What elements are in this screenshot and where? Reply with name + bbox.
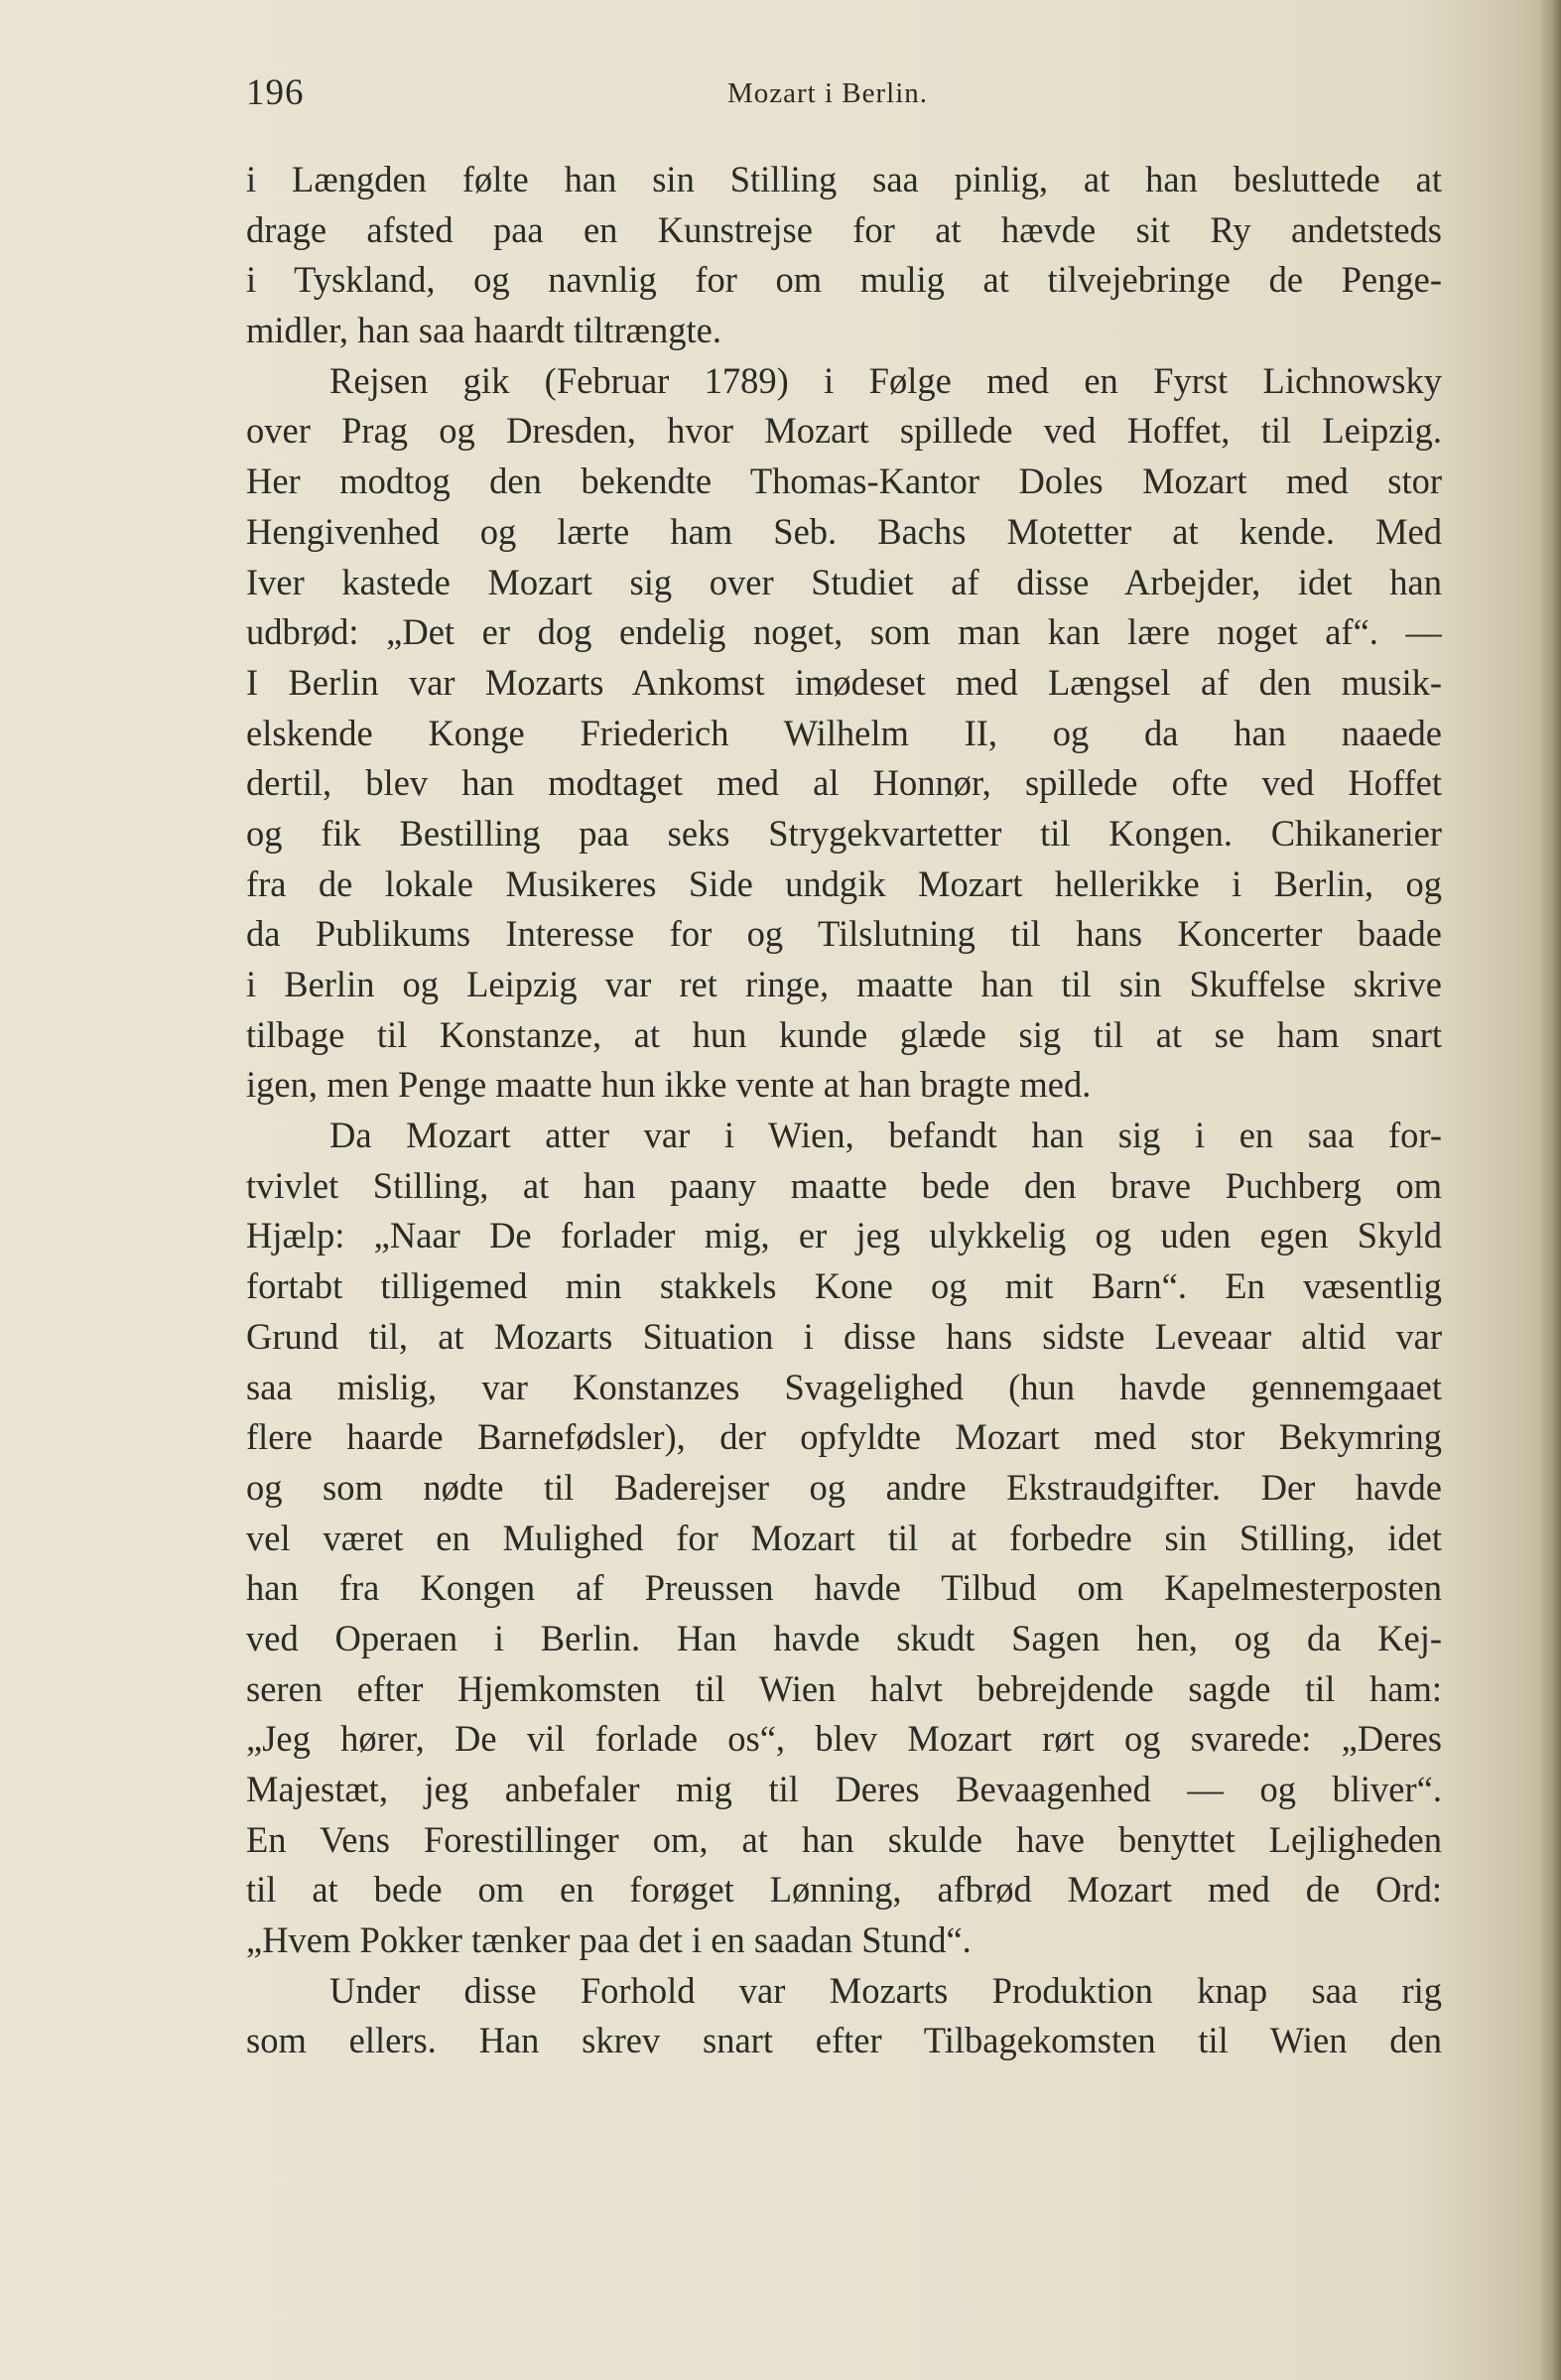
text-line: „Jeg hører, De vil forlade os“, blev Mozart rørt og svarede: „Deres: [246, 1718, 1442, 1760]
text-line: og fik Bestilling paa seks Strygekvartetter til Kongen. Chikanerier: [246, 812, 1442, 854]
text-line: I Berlin var Mozarts Ankomst imødeset med Længsel af den musik-: [246, 661, 1442, 703]
text-line: fortabt tilligemed min stakkels Kone og mit Barn“. En væsentlig: [246, 1265, 1442, 1307]
text-line: elskende Konge Friederich Wilhelm II, og da han naaede: [246, 712, 1442, 753]
text-line: han fra Kongen af Preussen havde Tilbud om Kapelmesterposten: [246, 1567, 1442, 1609]
text-line: Majestæt, jeg anbefaler mig til Deres Bevaagenhed — og bliver“.: [246, 1769, 1442, 1809]
text-line: i Berlin og Leipzig var ret ringe, maatte han til sin Skuffelse skrive: [246, 964, 1442, 1004]
text-line: som ellers. Han skrev snart efter Tilbagekomsten til Wien den: [246, 2020, 1442, 2061]
text-line: i Tyskland, og navnlig for om mulig at tilvejebringe de Penge-: [246, 259, 1442, 301]
text-line: Hengivenhed og lærte ham Seb. Bachs Motetter at kende. Med: [246, 510, 1442, 552]
text-line: saa mislig, var Konstanzes Svagelighed (hun havde gennemgaaet: [246, 1366, 1442, 1407]
text-line: i Længden følte han sin Stilling saa pinlig, at han besluttede at: [246, 159, 1442, 199]
text-line: Under disse Forhold var Mozarts Produktion knap saa rig: [329, 1969, 1442, 2011]
text-line: tvivlet Stilling, at han paany maatte bede den brave Puchberg om: [246, 1164, 1442, 1206]
text-line: flere haarde Barnefødsler), der opfyldte Mozart med stor Bekymring: [246, 1416, 1442, 1458]
text-line: En Vens Forestillinger om, at han skulde have benyttet Lejligheden: [246, 1818, 1442, 1860]
page-edge-shadow: [1539, 0, 1561, 2380]
text-line: og som nødte til Baderejser og andre Ekstraudgifter. Der havde: [246, 1466, 1442, 1508]
text-line: Rejsen gik (Februar 1789) i Følge med en Fyrst Lichnowsky: [329, 359, 1442, 401]
text-line: Her modtog den bekendte Thomas-Kantor Doles Mozart med stor: [246, 461, 1442, 502]
text-line: ved Operaen i Berlin. Han havde skudt Sagen hen, og da Kej-: [246, 1617, 1442, 1658]
text-line: udbrød: „Det er dog endelig noget, som man kan lære noget af“. —: [246, 611, 1442, 653]
text-line: da Publikums Interesse for og Tilslutning til hans Koncerter baade: [246, 913, 1442, 955]
text-line: Hjælp: „Naar De forlader mig, er jeg ulykkelig og uden egen Skyld: [246, 1215, 1442, 1256]
text-line: vel været en Mulighed for Mozart til at forbedre sin Stilling, idet: [246, 1517, 1442, 1558]
running-title: Mozart i Berlin.: [727, 77, 929, 109]
text-line: drage afsted paa en Kunstrejse for at hævde sit Ry andetsteds: [246, 208, 1442, 250]
text-line: Da Mozart atter var i Wien, befandt han sig i en saa for-: [329, 1115, 1442, 1156]
text-line: igen, men Penge maatte hun ikke vente at han bragte med.: [246, 1064, 1092, 1106]
text-line: Grund til, at Mozarts Situation i disse hans sidste Leveaar altid var: [246, 1315, 1442, 1357]
text-line: „Hvem Pokker tænker paa det i en saadan Stund“.: [246, 1919, 972, 1961]
text-line: til at bede om en forøget Lønning, afbrød Mozart med de Ord:: [246, 1869, 1442, 1911]
text-line: Iver kastede Mozart sig over Studiet af disse Arbejder, idet han: [246, 561, 1442, 602]
page-number: 196: [246, 72, 305, 113]
text-line: seren efter Hjemkomsten til Wien halvt bebrejdende sagde til ham:: [246, 1667, 1442, 1709]
page-header: [246, 71, 1437, 121]
body-text: [246, 155, 1442, 2066]
text-line: dertil, blev han modtaget med al Honnør, spillede ofte ved Hoffet: [246, 762, 1442, 804]
text-line: fra de lokale Musikeres Side undgik Mozart hellerikke i Berlin, og: [246, 862, 1442, 904]
text-line: tilbage til Konstanze, at hun kunde glæde sig til at se ham snart: [246, 1013, 1442, 1055]
text-line: midler, han saa haardt tiltrængte.: [246, 310, 721, 351]
text-line: over Prag og Dresden, hvor Mozart spillede ved Hoffet, til Leipzig.: [246, 410, 1442, 452]
